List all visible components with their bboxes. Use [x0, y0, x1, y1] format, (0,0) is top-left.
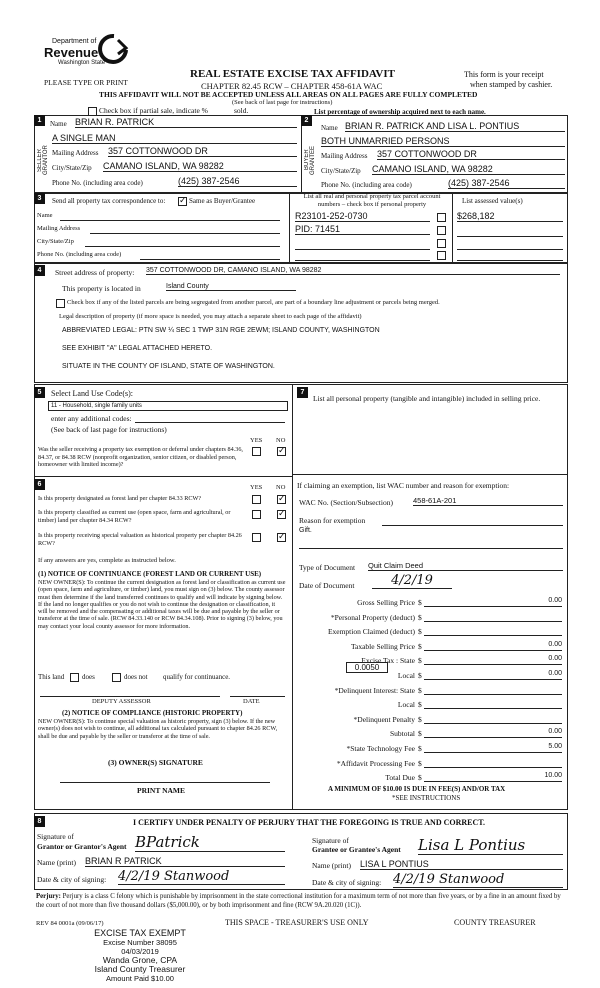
partial-sale-label: Check box if partial sale, indicate % — [99, 106, 208, 115]
claiming-label: If claiming an exemption, list WAC number and reason for exemption: — [297, 481, 510, 490]
s6-q2-yes[interactable] — [252, 510, 261, 519]
section-2-badge: 2 — [301, 115, 312, 126]
s3-name-label: Name — [37, 212, 53, 219]
same-as-buyer-label: Same as Buyer/Grantee — [189, 197, 256, 205]
s6-q2: Is this property classified as current use (open space, farm and agricultural, or timber) land per chapter 84.34 RCW? — [38, 509, 231, 524]
seller-city-label: City/State/Zip — [52, 164, 92, 172]
s5-no-head: NO — [276, 437, 286, 444]
type-or-print: PLEASE TYPE OR PRINT — [44, 78, 128, 87]
logo-state: Washington State — [58, 60, 106, 66]
parcel-1-personal-checkbox[interactable] — [437, 213, 446, 222]
dollar-sign: $ — [418, 758, 422, 768]
logo-revenue: Revenue — [44, 45, 99, 60]
perjury-text: Perjury is a class C felony which is punishable by imprisonment in the state correctional institution for a maximum term of not more than five years, or by a fine in an amount fixed by the court of not more than five thousand dollars ($5,000.00), or by both imprisonment and fine (RCW 9A.20.020 (1C)). — [36, 893, 561, 909]
calc-amount[interactable]: 0.00 — [424, 670, 562, 680]
section-6-badge: 6 — [34, 479, 45, 490]
legal-desc-label: Legal description of property (if more space is needed, you may attach a separate sheet to each page of the affidavit) — [59, 313, 362, 320]
dollar-sign: $ — [418, 700, 422, 710]
notice1-body: NEW OWNER(S): To continue the current designation as forest land or classification as current use (open space, farm and agriculture, or timber) land, you must sign on (3) below. The county assessor must then determine if the land transferred continues to qualify and will indicate by signing below. If the land no longer qualifies or you do not wish to continue the designation or classification, it will be removed and the compensating or additional taxes will be due and payable by the seller or transferor at the time of sale. (RCW 84.33.140 or RCW 84.34.108). Prior to signing (3) below, you may contact your local county assessor for more information. — [38, 579, 286, 630]
s6-q3: Is this property receiving special valuation as historical property per chapter 84.26 RCW? — [38, 532, 242, 547]
calc-amount[interactable] — [424, 612, 562, 622]
seller-mailing-label: Mailing Address — [52, 149, 99, 157]
legal-line-2: SEE EXHIBIT "A" LEGAL ATTACHED HERETO. — [62, 345, 213, 352]
list-all-label: List all real and personal property tax parcel account numbers – check box if personal property — [303, 193, 441, 208]
see-back-note: (See back of last page for instructions) — [232, 99, 333, 106]
parcel-1[interactable]: R23101-252-0730 — [295, 211, 430, 222]
stamp-line-1: EXCISE TAX EXEMPT — [94, 928, 186, 938]
calc-amount[interactable] — [424, 626, 562, 636]
seller-phone[interactable]: (425) 387-2546 — [178, 176, 297, 187]
segregated-label: Check box if any of the listed parcels are being segregated from another parcel, are part of a boundary line adjustment or parcels being merged. — [67, 299, 440, 306]
section-3-badge: 3 — [34, 193, 45, 204]
located-label: This property is located in — [62, 284, 141, 293]
calc-label: Excise Tax : State — [361, 656, 415, 666]
parcel-2-personal-checkbox[interactable] — [437, 226, 446, 235]
send-to-label: Send all property tax correspondence to: — [52, 197, 166, 205]
calc-amount[interactable]: 0.00 — [424, 597, 562, 607]
same-as-buyer-checkbox[interactable] — [178, 197, 187, 206]
dollar-sign: $ — [418, 714, 422, 724]
dollar-sign: $ — [418, 627, 422, 637]
seller-mailing[interactable]: 357 COTTONWOOD DR — [108, 146, 297, 157]
does-not-label: does not — [124, 673, 148, 681]
does-not-checkbox[interactable] — [112, 673, 121, 682]
form-title: REAL ESTATE EXCISE TAX AFFIDAVIT — [190, 68, 395, 80]
rev-number: REV 84 0001a (09/06/17) — [36, 920, 104, 927]
see-instructions: *SEE INSTRUCTIONS — [392, 794, 461, 802]
legal-line-1: ABBREVIATED LEGAL: PTN SW ¼ SEC 1 TWP 31N RGE 2EWM; ISLAND COUNTY, WASHINGTON — [62, 327, 380, 334]
calc-label: Gross Selling Price — [357, 598, 415, 607]
section-5-badge: 5 — [34, 387, 45, 398]
calc-label: *State Technology Fee — [346, 744, 415, 753]
certify-statement: I CERTIFY UNDER PENALTY OF PERJURY THAT THE FOREGOING IS TRUE AND CORRECT. — [133, 818, 486, 827]
s6-no-head: NO — [276, 484, 286, 491]
s6-q2-no[interactable] — [277, 510, 286, 519]
county-treasurer: COUNTY TREASURER — [454, 918, 536, 927]
land-use-code[interactable]: 11 - Household, single family units — [48, 401, 288, 411]
s3-phone-label: Phone No. (including area code) — [37, 251, 122, 258]
doc-type[interactable]: Quit Claim Deed — [368, 561, 563, 571]
stamp-line-6: Amount Paid $10.00 — [106, 974, 174, 983]
calc-label: *Delinquent Penalty — [353, 714, 415, 724]
grantor-signature[interactable]: BPatrick — [135, 833, 285, 852]
reason-value[interactable]: Gift. — [299, 527, 312, 534]
calc-label: Total Due — [385, 773, 415, 783]
if-yes-note: If any answers are yes, complete as instructed below. — [38, 557, 176, 564]
seller-city[interactable]: CAMANO ISLAND, WA 98282 — [103, 161, 297, 172]
parcel-2[interactable]: PID: 71451 — [295, 224, 430, 235]
grantee-date-label: Date & city of signing: — [312, 878, 382, 887]
section-1-badge: 1 — [34, 115, 45, 126]
calc-amount[interactable] — [424, 699, 562, 709]
wac-label: WAC No. (Section/Subsection) — [299, 498, 393, 507]
assessed-value-1[interactable]: $268,182 — [457, 211, 563, 222]
seller-name1[interactable]: BRIAN R. PATRICK — [75, 117, 297, 128]
buyer-mailing-label: Mailing Address — [321, 152, 368, 160]
buyer-phone[interactable]: (425) 387-2546 — [448, 178, 565, 189]
doc-type-label: Type of Document — [299, 563, 356, 572]
sold-label: sold. — [234, 106, 249, 115]
s3-mailing-label: Mailing Address — [37, 225, 81, 232]
receipt-note-1: This form is your receipt — [464, 70, 544, 79]
notice2-body: NEW OWNER(S): To continue special valuation as historic property, sign (3) below. If the new owner(s) does not wish to continue, all additional tax calculated pursuant to chapter 84.26 RCW, shall be due and payable by the seller or transferor at the time of sale. — [38, 718, 278, 740]
doc-date[interactable]: 4/2/19 — [372, 573, 452, 589]
wac-number[interactable]: 458-61A-201 — [413, 496, 563, 506]
s6-yes-head: YES — [250, 484, 263, 491]
section-8-badge: 8 — [34, 816, 45, 827]
dollar-sign: $ — [418, 598, 422, 607]
local-rate[interactable]: 0.0050 — [346, 662, 388, 673]
treasurer-stamp — [60, 929, 220, 983]
street-address[interactable]: 357 COTTONWOOD DR, CAMANO ISLAND, WA 98282 — [146, 267, 560, 275]
deputy-assessor-label: DEPUTY ASSESSOR — [92, 698, 151, 705]
dollar-sign: $ — [418, 641, 422, 651]
calc-amount[interactable]: 5.00 — [424, 743, 562, 753]
deputy-date-label: DATE — [243, 698, 260, 705]
dollar-sign: $ — [418, 685, 422, 695]
stamp-line-4: Wanda Grone, CPA — [102, 955, 178, 965]
qualify-label: qualify for continuance. — [163, 673, 231, 681]
grantee-sig-label: Signature of — [312, 836, 349, 845]
grantor-date-label: Date & city of signing: — [37, 875, 107, 884]
street-label: Street address of property: — [55, 268, 135, 277]
buyer-city-label: City/State/Zip — [321, 167, 361, 175]
grantee-signature[interactable]: Lisa L Pontius — [418, 836, 563, 855]
s6-q1-yes[interactable] — [252, 495, 261, 504]
assessed-head: List assessed value(s) — [462, 197, 523, 205]
calc-label: *Affidavit Processing Fee — [336, 758, 415, 768]
calc-amount[interactable] — [424, 714, 562, 724]
notice2-title: (2) NOTICE OF COMPLIANCE (HISTORIC PROPERTY) — [62, 709, 243, 717]
calc-label: Exemption Claimed (deduct) — [327, 627, 415, 637]
print-name-label: PRINT NAME — [137, 786, 185, 795]
s5-yes-head: YES — [250, 437, 263, 444]
calc-label: *Personal Property (deduct) — [330, 612, 415, 622]
calc-amount[interactable]: 0.00 — [424, 641, 562, 651]
perjury-note — [36, 893, 566, 910]
legal-line-3: SITUATE IN THE COUNTY OF ISLAND, STATE OF WASHINGTON. — [62, 363, 275, 370]
calc-label: Local — [397, 700, 415, 710]
calc-label: Local — [397, 671, 415, 680]
list-personal-label: List all personal property (tangible and intangible) included in selling price. — [313, 394, 541, 403]
buyer-name2[interactable]: BOTH UNMARRIED PERSONS — [321, 136, 565, 147]
buyer-name-label: Name — [321, 124, 338, 132]
s5-yes-checkbox[interactable] — [252, 447, 261, 456]
dollar-sign: $ — [418, 744, 422, 753]
s6-q1: Is this property designated as forest land per chapter 84.33 RCW? — [38, 495, 202, 502]
s5-see-back: (See back of last page for instructions) — [51, 425, 167, 434]
seller-name2[interactable]: A SINGLE MAN — [52, 133, 297, 144]
notice1-title: (1) NOTICE OF CONTINUANCE (FOREST LAND OR CURRENT USE) — [38, 570, 262, 578]
minimum-note: A MINIMUM OF $10.00 IS DUE IN FEE(S) AND/OR TAX — [328, 785, 506, 793]
seller-name-label: Name — [50, 120, 67, 128]
list-pct-note: List percentage of ownership acquired next to each name. — [314, 108, 486, 116]
grantor-sig-label: Signature of — [37, 832, 74, 841]
stamp-line-5: Island County Treasurer — [94, 964, 186, 974]
seller-side-label: SELLER GRANTOR — [37, 145, 49, 175]
revenue-logo — [44, 30, 134, 70]
s5-question: Was the seller receiving a property tax exemption or deferral under chapters 84.36, 84.37, or 84.38 RCW (nonprofit organization, senior citizen, or disabled person, homeowner with limited income)? — [38, 446, 243, 468]
calc-amount[interactable]: 0.00 — [424, 728, 562, 738]
s6-q3-yes[interactable] — [252, 533, 261, 542]
grantor-date[interactable]: 4/2/19 Stanwood — [118, 869, 285, 885]
grantor-name[interactable]: BRIAN R PATRICK — [85, 856, 285, 867]
select-land-use-label: Select Land Use Code(s): — [51, 389, 133, 398]
parcel-4-personal-checkbox[interactable] — [437, 251, 446, 260]
buyer-side-label: BUYER GRANTEE — [304, 145, 316, 175]
dollar-sign: $ — [418, 671, 422, 680]
calc-amount[interactable] — [424, 758, 562, 768]
additional-codes-label: enter any additional codes: — [51, 414, 132, 423]
parcel-3-personal-checkbox[interactable] — [437, 239, 446, 248]
buyer-name1[interactable]: BRIAN R. PATRICK AND LISA L. PONTIUS — [345, 121, 565, 132]
seller-phone-label: Phone No. (including area code) — [52, 179, 143, 187]
grantor-name-label: Name (print) — [37, 858, 76, 867]
receipt-note-2: when stamped by cashier. — [470, 80, 553, 89]
calc-label: Taxable Selling Price — [350, 641, 415, 651]
perjury-bold: Perjury: — [36, 893, 61, 900]
grantor-agent-label: Grantor or Grantor's Agent — [37, 842, 127, 851]
dollar-sign: $ — [418, 773, 422, 783]
buyer-city[interactable]: CAMANO ISLAND, WA 98282 — [372, 164, 565, 175]
reason-label: Reason for exemption — [299, 516, 366, 525]
s3-city-label: City/State/Zip — [37, 238, 74, 245]
this-land-label: This land — [38, 673, 65, 681]
calc-label: Subtotal — [389, 729, 415, 739]
calc-amount[interactable]: 0.00 — [424, 655, 562, 665]
buyer-phone-label: Phone No. (including area code) — [321, 181, 412, 189]
stamp-line-2: Excise Number 38095 — [103, 938, 177, 947]
calc-amount[interactable] — [424, 685, 562, 695]
section-4-badge: 4 — [34, 265, 45, 276]
doc-date-label: Date of Document — [299, 581, 355, 590]
stamp-line-3: 04/03/2019 — [121, 947, 159, 956]
s6-q3-no[interactable] — [277, 533, 286, 542]
section-7-badge: 7 — [297, 387, 308, 398]
does-label: does — [82, 673, 95, 681]
grantee-name-label: Name (print) — [312, 861, 351, 870]
not-accepted-notice: THIS AFFIDAVIT WILL NOT BE ACCEPTED UNLESS ALL AREAS ON ALL PAGES ARE FULLY COMPLETED — [99, 90, 478, 99]
dollar-sign: $ — [418, 612, 422, 622]
dollar-sign: $ — [418, 656, 422, 666]
logo-dept: Department of — [52, 38, 97, 45]
grantee-date[interactable]: 4/2/19 Stanwood — [393, 872, 563, 888]
dollar-sign: $ — [418, 729, 422, 739]
s5-no-checkbox[interactable] — [277, 447, 286, 456]
county-value[interactable]: Island County — [166, 283, 296, 291]
calc-amount[interactable]: 10.00 — [424, 772, 562, 782]
buyer-mailing[interactable]: 357 COTTONWOOD DR — [377, 149, 565, 160]
form-chapter: CHAPTER 82.45 RCW – CHAPTER 458-61A WAC — [201, 81, 383, 91]
treasurer-space: THIS SPACE - TREASURER'S USE ONLY — [225, 918, 369, 927]
owner-sig-label: (3) OWNER(S) SIGNATURE — [108, 758, 203, 767]
segregated-checkbox[interactable] — [56, 299, 65, 308]
does-checkbox[interactable] — [70, 673, 79, 682]
grantee-agent-label: Grantee or Grantee's Agent — [312, 845, 401, 854]
grantee-name[interactable]: LISA L PONTIUS — [360, 859, 563, 870]
calc-label: *Delinquent Interest: State — [334, 685, 415, 695]
s6-q1-no[interactable] — [277, 495, 286, 504]
